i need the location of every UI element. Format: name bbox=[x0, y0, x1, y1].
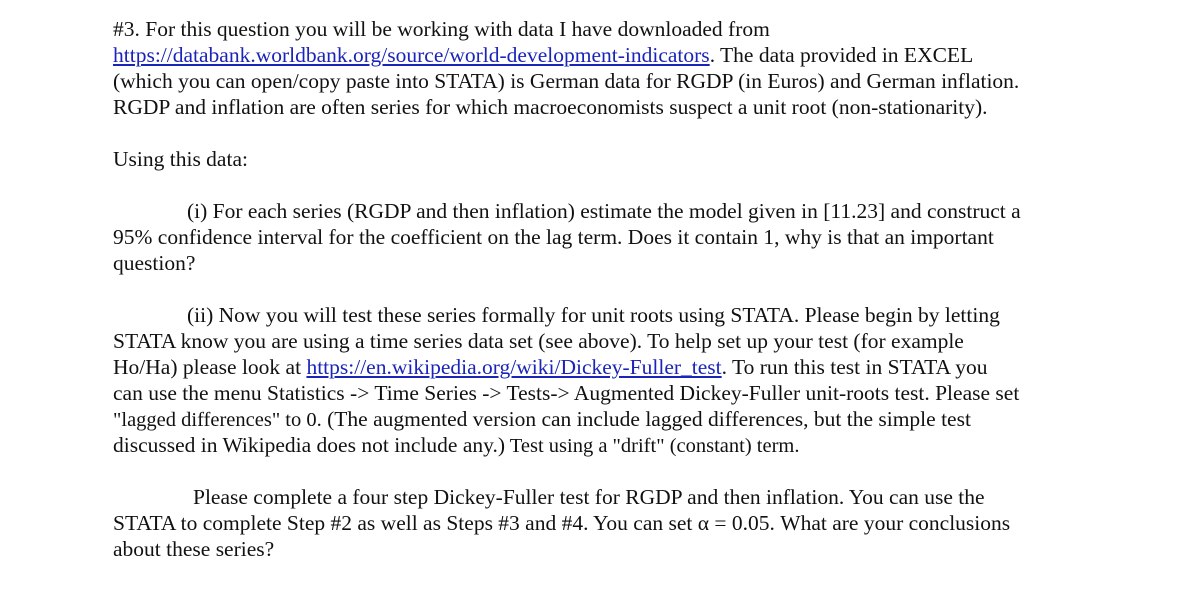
part-ii-line-1: (ii) Now you will test these series formally for unit roots using STATA. Please begin by letting bbox=[187, 303, 1000, 327]
part-ii-line-5 bbox=[113, 406, 1113, 432]
spacer bbox=[113, 172, 1113, 198]
part-i-line-1: (i) For each series (RGDP and then inflation) estimate the model given in [11.23] and construct a bbox=[187, 199, 1021, 223]
final-line-1: Please complete a four step Dickey-Fuller test for RGDP and then inflation. You can use the bbox=[193, 485, 985, 509]
part-ii-line-3 bbox=[113, 354, 1113, 380]
part-i-line-3: question? bbox=[113, 251, 196, 275]
spacer bbox=[113, 120, 1113, 146]
intro-line-2 bbox=[113, 42, 1113, 68]
worldbank-link[interactable]: https://databank.worldbank.org/source/world-development-indicators bbox=[113, 43, 710, 67]
part-ii-line-6 bbox=[113, 432, 1113, 458]
part-ii-line-5-text: (The augmented version can include lagged differences, but the simple test bbox=[321, 407, 971, 431]
part-ii-line-3-text-after: . To run this test in STATA you bbox=[721, 355, 988, 379]
final-line-3: about these series? bbox=[113, 537, 275, 561]
spacer bbox=[113, 458, 1113, 484]
part-ii-line-3-text: Ho/Ha) please look at bbox=[113, 355, 307, 379]
intro-line-2-text: . The data provided in EXCEL bbox=[709, 43, 974, 67]
spacer bbox=[113, 276, 1113, 302]
using-data-label: Using this data: bbox=[113, 147, 248, 171]
wikipedia-dickey-fuller-link[interactable]: https://en.wikipedia.org/wiki/Dickey-Fuller_test bbox=[306, 355, 722, 379]
intro-line-4: RGDP and inflation are often series for which macroeconomists suspect a unit root (non-stationarity). bbox=[113, 95, 988, 119]
part-i-line-2: 95% confidence interval for the coefficient on the lag term. Does it contain 1, why is that an important bbox=[113, 225, 994, 249]
lagged-differences-text: "lagged differences" to 0. bbox=[113, 409, 322, 431]
part-ii-line-6-text: discussed in Wikipedia does not include any.) bbox=[113, 433, 506, 457]
part-ii-line-4: can use the menu Statistics -> Time Series -> Tests-> Augmented Dickey-Fuller unit-roots test. Please set bbox=[113, 381, 1020, 405]
part-ii-line-2: STATA know you are using a time series data set (see above). To help set up your test (for example bbox=[113, 329, 964, 353]
drift-term-text: Test using a "drift" (constant) term. bbox=[505, 435, 800, 457]
question-document bbox=[113, 16, 1113, 562]
intro-line-1: #3. For this question you will be working with data I have downloaded from bbox=[113, 17, 770, 41]
final-line-2: STATA to complete Step #2 as well as Steps #3 and #4. You can set α = 0.05. What are your conclusions bbox=[113, 511, 1011, 535]
intro-line-3: (which you can open/copy paste into STATA) is German data for RGDP (in Euros) and German inflation. bbox=[113, 69, 1020, 93]
